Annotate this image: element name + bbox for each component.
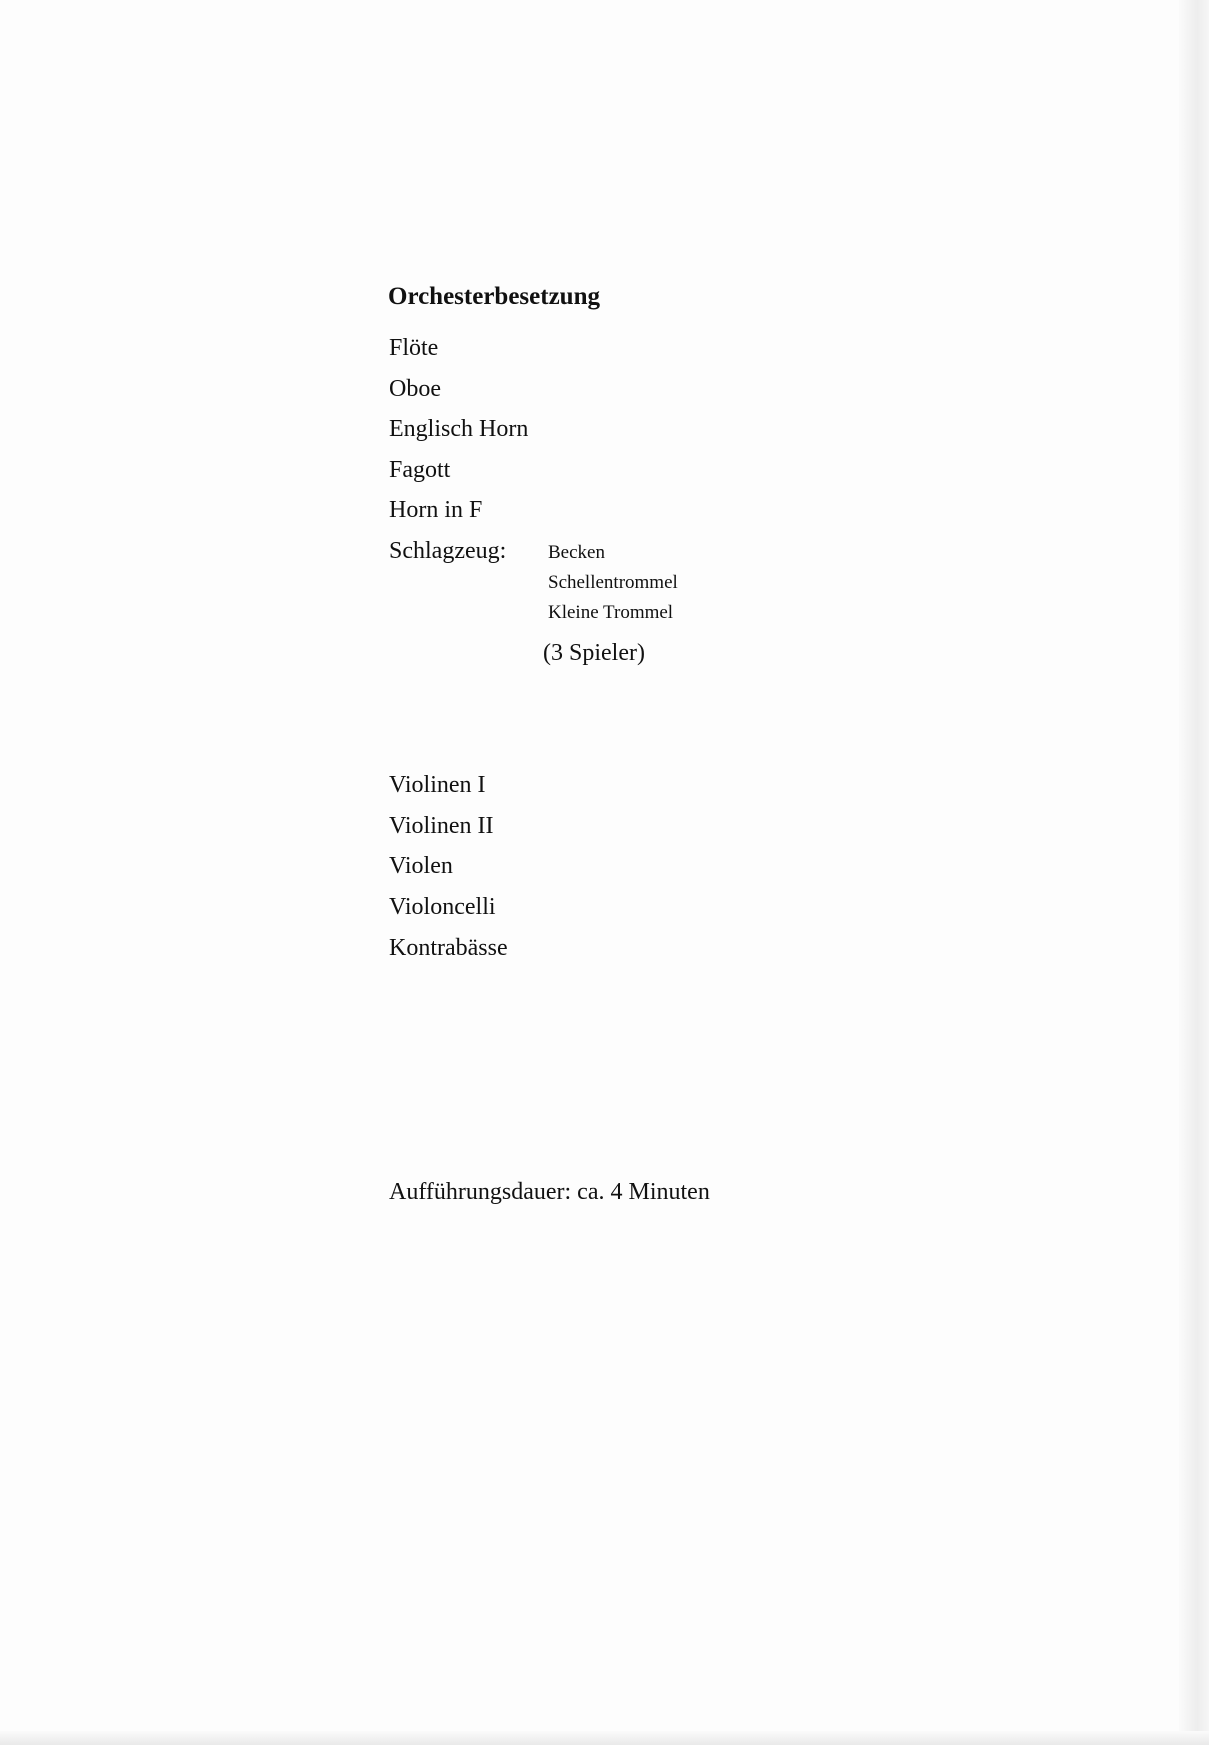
string-instrument-cellos: Violoncelli [389, 894, 496, 920]
wind-instrument-oboe: Oboe [389, 376, 441, 402]
string-instrument-violas: Violen [389, 853, 453, 879]
wind-instrument-english-horn: Englisch Horn [389, 416, 529, 442]
percussion-instrument-snare-drum: Kleine Trommel [548, 602, 674, 623]
page-edge-shadow [1179, 0, 1209, 1745]
percussion-players: (3 Spieler) [543, 640, 645, 666]
string-instrument-violins-2: Violinen II [389, 813, 494, 839]
string-instrument-violins-1: Violinen I [389, 772, 486, 798]
percussion-instrument-cymbals: Becken [548, 542, 605, 563]
string-instrument-double-basses: Kontrabässe [389, 935, 508, 961]
wind-instrument-horn: Horn in F [389, 497, 483, 523]
wind-instrument-flute: Flöte [389, 335, 439, 361]
page-title: Orchesterbesetzung [388, 283, 600, 310]
percussion-label: Schlagzeug: [389, 538, 507, 564]
page-bottom-edge [0, 1731, 1209, 1745]
percussion-instrument-tambourine: Schellentrommel [548, 572, 678, 593]
performance-duration: Aufführungsdauer: ca. 4 Minuten [389, 1179, 710, 1205]
wind-instrument-bassoon: Fagott [389, 457, 451, 483]
